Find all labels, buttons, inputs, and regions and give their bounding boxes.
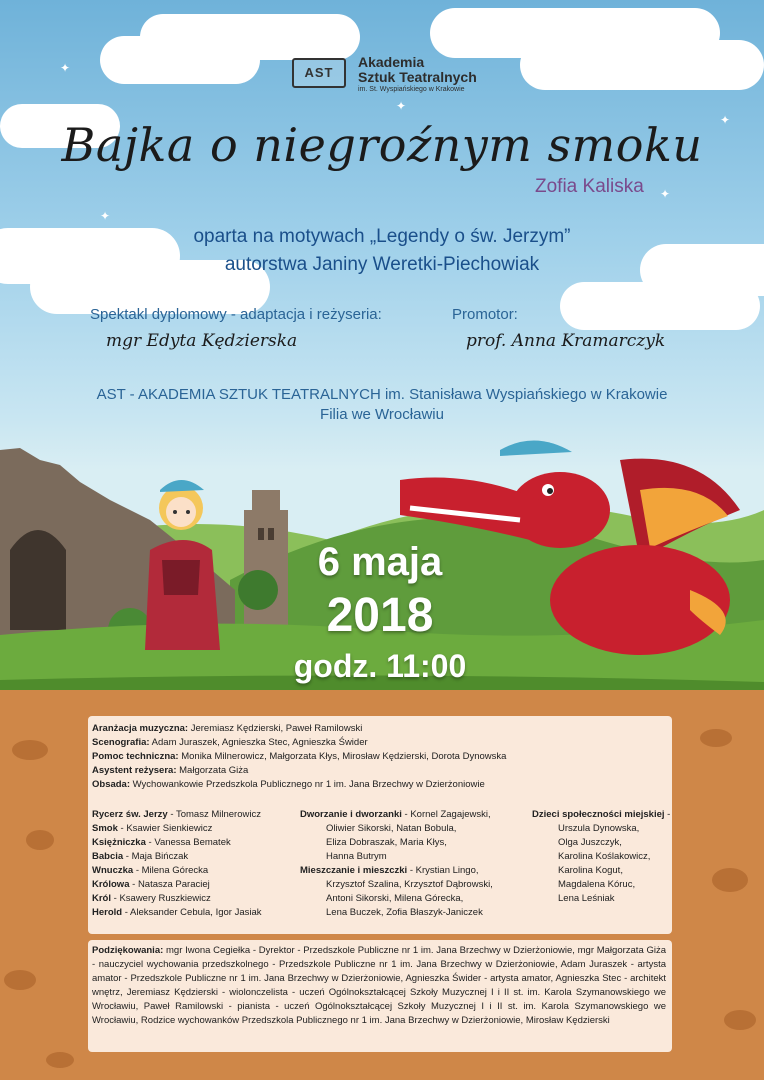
crew-cast: Obsada: Wychowankowie Przedszkola Publicznego nr 1 im. Jana Brzechwy w Dzierżoniowie: [92, 779, 485, 790]
sparkle-icon: ✦: [100, 209, 111, 223]
sparkle-icon: ✦: [720, 113, 731, 127]
director-name: mgr Edyta Kędzierska: [106, 331, 298, 351]
sparkle-icon: ✦: [396, 99, 407, 113]
sparkle-icon: ✦: [660, 187, 671, 201]
logo-line-2: Sztuk Teatralnych: [358, 69, 477, 85]
cast-row: Olga Juszczyk,: [558, 837, 622, 848]
cast-row: Rycerz św. Jerzy - Tomasz Milnerowicz: [92, 809, 261, 820]
cast-row: Wnuczka - Milena Górecka: [92, 865, 209, 876]
cloud: [560, 282, 760, 330]
cast-card: [88, 716, 672, 934]
logo-line-3: im. St. Wyspiańskiego w Krakowie: [358, 86, 465, 93]
cast-row: Hanna Butrym: [326, 851, 387, 862]
cast-row: Oliwier Sikorski, Natan Bobula,: [326, 823, 457, 834]
promoter-label: Promotor:: [452, 306, 518, 323]
cast-row: Eliza Dobraszak, Maria Kłys,: [326, 837, 447, 848]
logo-line-1: Akademia: [358, 54, 425, 70]
cloud: [100, 36, 260, 84]
event-year: 2018: [326, 589, 434, 642]
cast-row: Lena Buczek, Zofia Błaszyk-Janiczek: [326, 907, 483, 918]
crew-scenography: Scenografia: Adam Juraszek, Agnieszka Stec, Agnieszka Świder: [92, 737, 368, 748]
cast-row: Księżniczka - Vanessa Bematek: [92, 837, 231, 848]
event-date: 6 maja: [317, 540, 443, 584]
princess-illustration: [145, 480, 220, 650]
cast-row: Herold - Aleksander Cebula, Igor Jasiak: [92, 907, 262, 918]
cast-row: Krzysztof Szalina, Krzysztof Dąbrowski,: [326, 879, 493, 890]
cast-row: Urszula Dynowska,: [558, 823, 640, 834]
crew-technical: Pomoc techniczna: Monika Milnerowicz, Małgorzata Kłys, Mirosław Kędzierski, Dorota Dynowska: [92, 751, 507, 762]
institution-line-2: Filia we Wrocławiu: [320, 406, 444, 423]
cloud: [520, 40, 764, 90]
cast-column-2: [300, 808, 532, 920]
cast-row: Lena Leśniak: [558, 893, 615, 904]
tree: [238, 570, 278, 610]
sparkle-icon: ✦: [60, 61, 71, 75]
cast-group-head: Dworzanie i dworzanki - Kornel Zagajewski,: [300, 809, 491, 820]
cast-column-3: [532, 808, 672, 906]
crew-list: [92, 722, 668, 792]
cast-row: Król - Ksawery Ruszkiewicz: [92, 893, 211, 904]
play-title: Bajka o niegroźnym smoku: [61, 118, 703, 172]
cast-row: Karolina Kogut,: [558, 865, 623, 876]
promoter-name: prof. Anna Kramarczyk: [466, 331, 666, 351]
cast-columns: [92, 808, 671, 928]
tower-top: [252, 490, 280, 516]
author: Zofia Kaliska: [535, 176, 644, 197]
cast-row: Magdalena Kóruc,: [558, 879, 636, 890]
castle-gate: [10, 530, 66, 630]
cast-row: Karolina Koślakowicz,: [558, 851, 651, 862]
cast-group-head: Mieszczanie i mieszczki - Krystian Lingo,: [300, 865, 479, 876]
cast-row: Babcia - Maja Bińczak: [92, 851, 189, 862]
cast-column-1: [92, 808, 298, 920]
thanks-card: [88, 940, 672, 1052]
cast-row: Królowa - Natasza Paraciej: [92, 879, 210, 890]
thanks-text: Podziękowania: mgr Iwona Cegiełka - Dyrektor - Przedszkole Publiczne nr 1 im. Jana Brzechwy w Dzierżoniowie, mgr Małgorzata Giża - nauczyciel wychowania przedszkolnego - Przedszkole Publiczne nr 1 im. Jana Brzechwy w Dzierżoniowie, Adam Juraszek - artysta amator - Przedszkole Publiczne nr 1 im. Jana Brzechwy w Dzierżoniowie, Agnieszka Świder - artysta amator, Agnieszka Stec - architekt wnętrz, Jeremiasz Kędzierski - wiolonczelista - uczeń Ogólnokształcącej Szkoły Muzycznej I i II st. im. Karola Szymanowskiego we Wrocławiu, Paweł Ramilowski - pianista - uczeń Ogólnokształcącej Szkoły Muzycznej I i II st. im. Karola Szymanowskiego we Wrocławiu, Rodzice wychowanków Przedszkola Publicznego nr 1 im. Jana Brzechwy w Dzierżoniowie, Mirosław Kędzierski: [92, 945, 666, 1026]
event-time: godz. 11:00: [293, 648, 467, 684]
director-label: Spektakl dyplomowy - adaptacja i reżyseria:: [90, 306, 382, 323]
cast-group-head: Dzieci społeczności miejskiej -: [532, 809, 671, 820]
subtitle-line-2: autorstwa Janiny Weretki-Piechowiak: [224, 254, 540, 275]
cast-row: Antoni Sikorski, Milena Górecka,: [326, 893, 464, 904]
cast-row: Smok - Ksawier Sienkiewicz: [92, 823, 213, 834]
crew-music: Aranżacja muzyczna: Jeremiasz Kędzierski, Paweł Ramilowski: [92, 723, 363, 734]
subtitle-line-1: oparta na motywach „Legendy o św. Jerzym”: [193, 226, 571, 247]
institution-line-1: AST - AKADEMIA SZTUK TEATRALNYCH im. Stanisława Wyspiańskiego w Krakowie: [96, 386, 668, 403]
crew-assistant: Asystent reżysera: Małgorzata Giża: [92, 765, 249, 776]
ast-logo: AST: [292, 58, 346, 88]
